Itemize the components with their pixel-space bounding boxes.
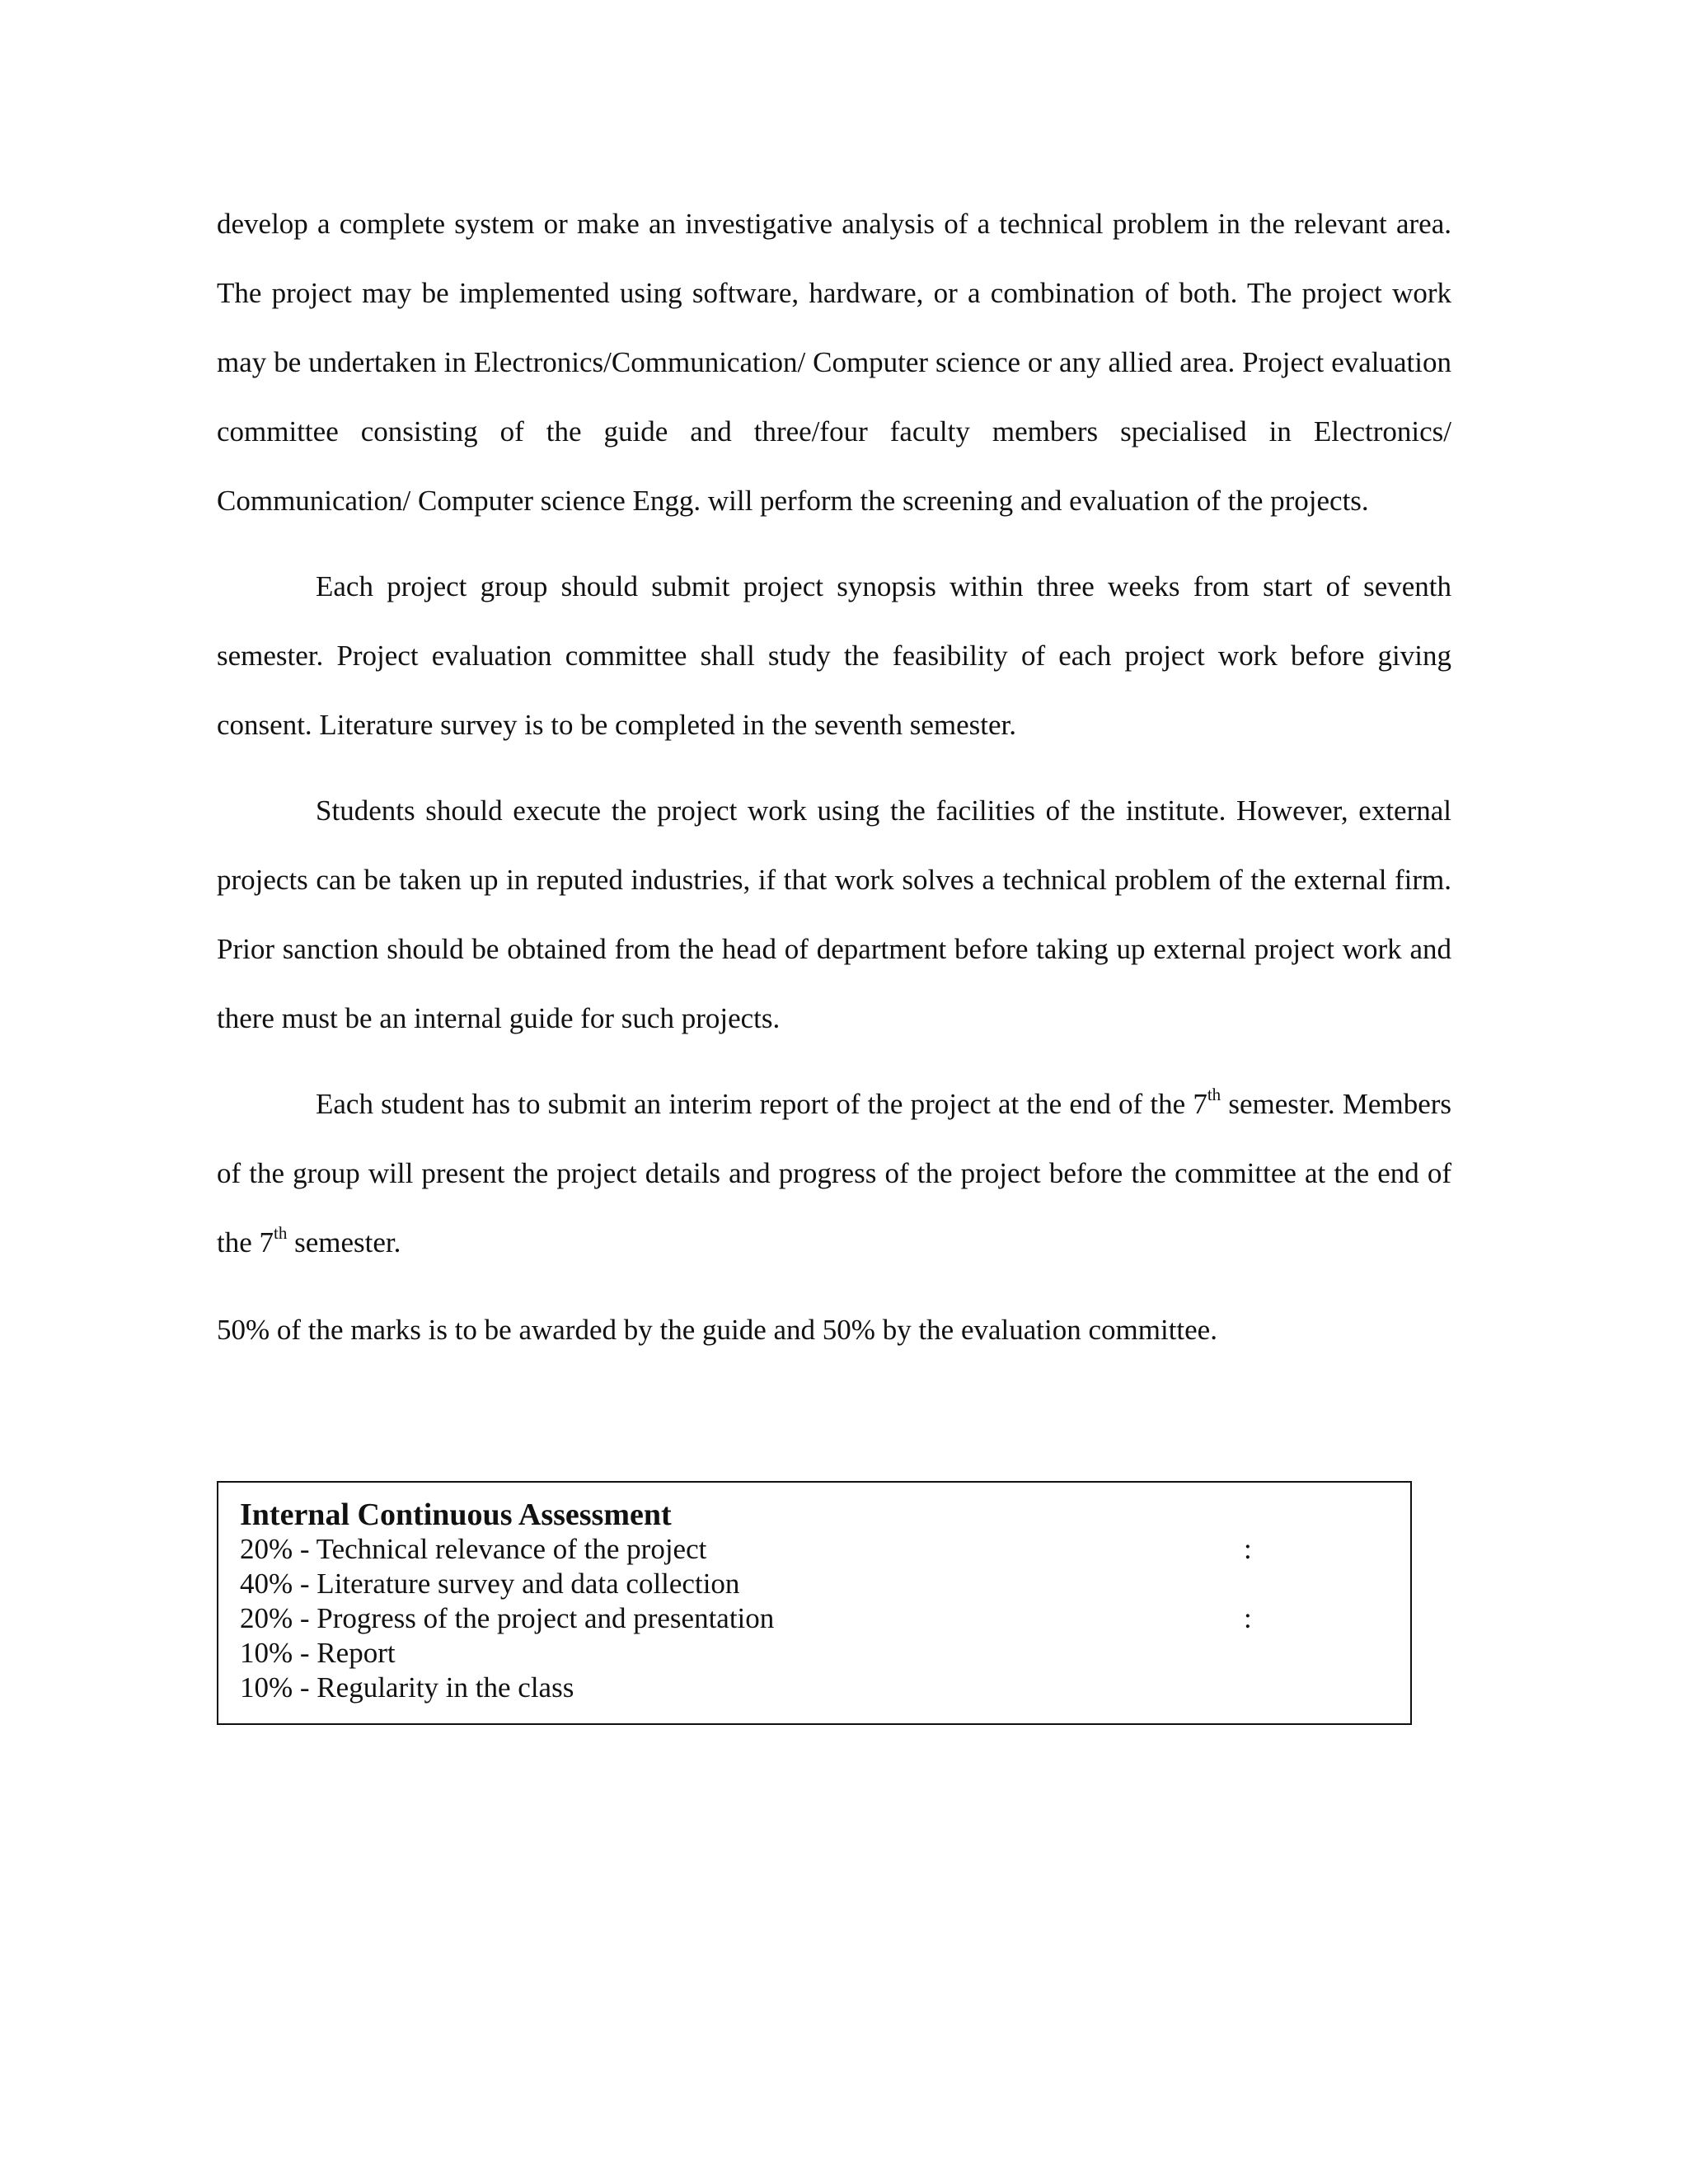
superscript-th: th <box>1207 1085 1221 1104</box>
superscript-th: th <box>274 1223 288 1243</box>
paragraph-synopsis: Each project group should submit project synopsis within three weeks from start of seventh semester. Project evaluation committee shall study the feasibility of each project work before giving consent. Literature survey is to be completed in the seventh semester. <box>217 570 1451 741</box>
assessment-item <box>240 1636 1410 1671</box>
interim-text-2: semester. Members of the group will present the project details and progress of the project before the committee at the end of the 7 <box>217 1088 1452 1258</box>
interim-text-3: semester. <box>287 1226 401 1258</box>
assessment-item <box>240 1532 1410 1567</box>
assessment-item-label: 20% - Progress of the project and presentation <box>240 1602 775 1634</box>
assessment-box <box>217 1481 1412 1725</box>
assessment-item <box>240 1567 1410 1601</box>
assessment-item <box>240 1601 1410 1636</box>
assessment-item-colon: : <box>1244 1533 1252 1565</box>
assessment-item-colon: : <box>1244 1602 1252 1634</box>
document-body <box>217 190 1451 1365</box>
assessment-item-label: 10% - Regularity in the class <box>240 1671 574 1704</box>
interim-text-1: Each student has to submit an interim report of the project at the end of the 7 <box>316 1088 1207 1120</box>
paragraph-marks-split: 50% of the marks is to be awarded by the guide and 50% by the evaluation committee. <box>217 1314 1217 1346</box>
assessment-item-label: 40% - Literature survey and data collection <box>240 1568 740 1600</box>
paragraph-project-overview: develop a complete system or make an investigative analysis of a technical problem in the relevant area. The project may be implemented using software, hardware, or a combination of both. The project work may be undertaken in Electronics/Communication/ Computer science or any allied area. Project evaluation committee consisting of the guide and three/four faculty members specialised in Electronics/ Communication/ Computer science Engg. will perform the screening and evaluation of the projects. <box>217 208 1451 517</box>
assessment-title: Internal Continuous Assessment <box>240 1497 672 1532</box>
assessment-item-label: 10% - Report <box>240 1637 396 1669</box>
assessment-item <box>240 1671 1410 1705</box>
paragraph-interim-report <box>217 1070 1451 1277</box>
paragraph-external-projects: Students should execute the project work using the facilities of the institute. However, external projects can be taken up in reputed industries, if that work solves a technical problem of the external firm. Prior sanction should be obtained from the head of department before taking up external project work and there must be an internal guide for such projects. <box>217 794 1451 1034</box>
assessment-item-label: 20% - Technical relevance of the project <box>240 1533 707 1565</box>
